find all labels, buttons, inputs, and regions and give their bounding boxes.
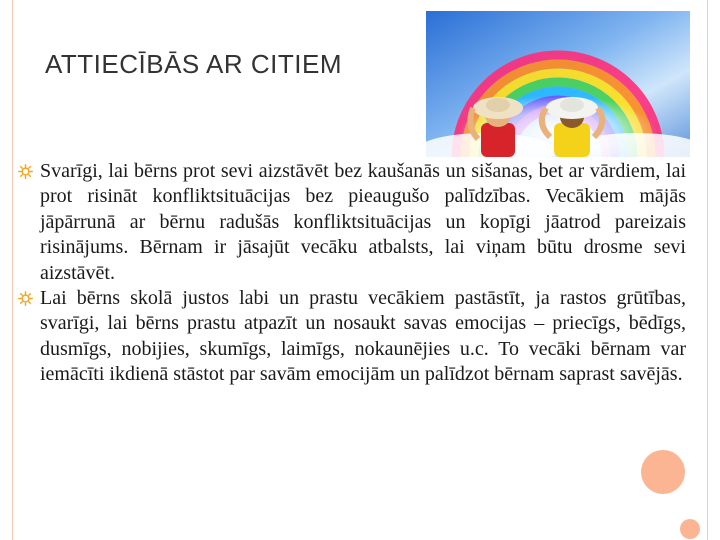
- sun-bullet-icon: [18, 291, 33, 306]
- sun-bullet-icon: [18, 164, 33, 179]
- decorative-circle-large: [641, 450, 685, 494]
- bullet-item: [18, 286, 686, 388]
- decorative-circle-small: [680, 519, 700, 539]
- bullet-text: Svarīgi, lai bērns prot sevi aizstāvēt bez kaušanās un sišanas, bet ar vārdiem, lai prot risināt konfliktsituācijas bez pieaugušo palīdzības. Vecākiem mājās jāpārrunā ar bērnu radušās konfliktsituācijas un kopīgi jāatrod pareizais risinājums. Bērnam ir jāsajūt vecāku atbalsts, lai viņam būtu drosme sevi aizstāvēt.: [40, 160, 686, 284]
- rainbow-photo: [426, 11, 690, 157]
- bullet-text: Lai bērns skolā justos labi un prastu vecākiem pastāstīt, ja rastos grūtības, svarīgi, lai bērns prastu atpazīt un nosaukt savas emocijas – priecīgs, bēdīgs, dusmīgs, nobijies, skumīgs, laimīgs, nokaunējies u.c. To vecāki bērnam var iemācīti ikdienā stāstot par savām emocijām un palīdzot bērnam saprast savējās.: [40, 287, 686, 386]
- rainbow-illustration: [426, 11, 690, 157]
- bullet-item: [18, 159, 686, 286]
- bullet-list: [18, 159, 686, 388]
- slide-title: ATTIECĪBĀS AR CITIEM: [45, 49, 343, 79]
